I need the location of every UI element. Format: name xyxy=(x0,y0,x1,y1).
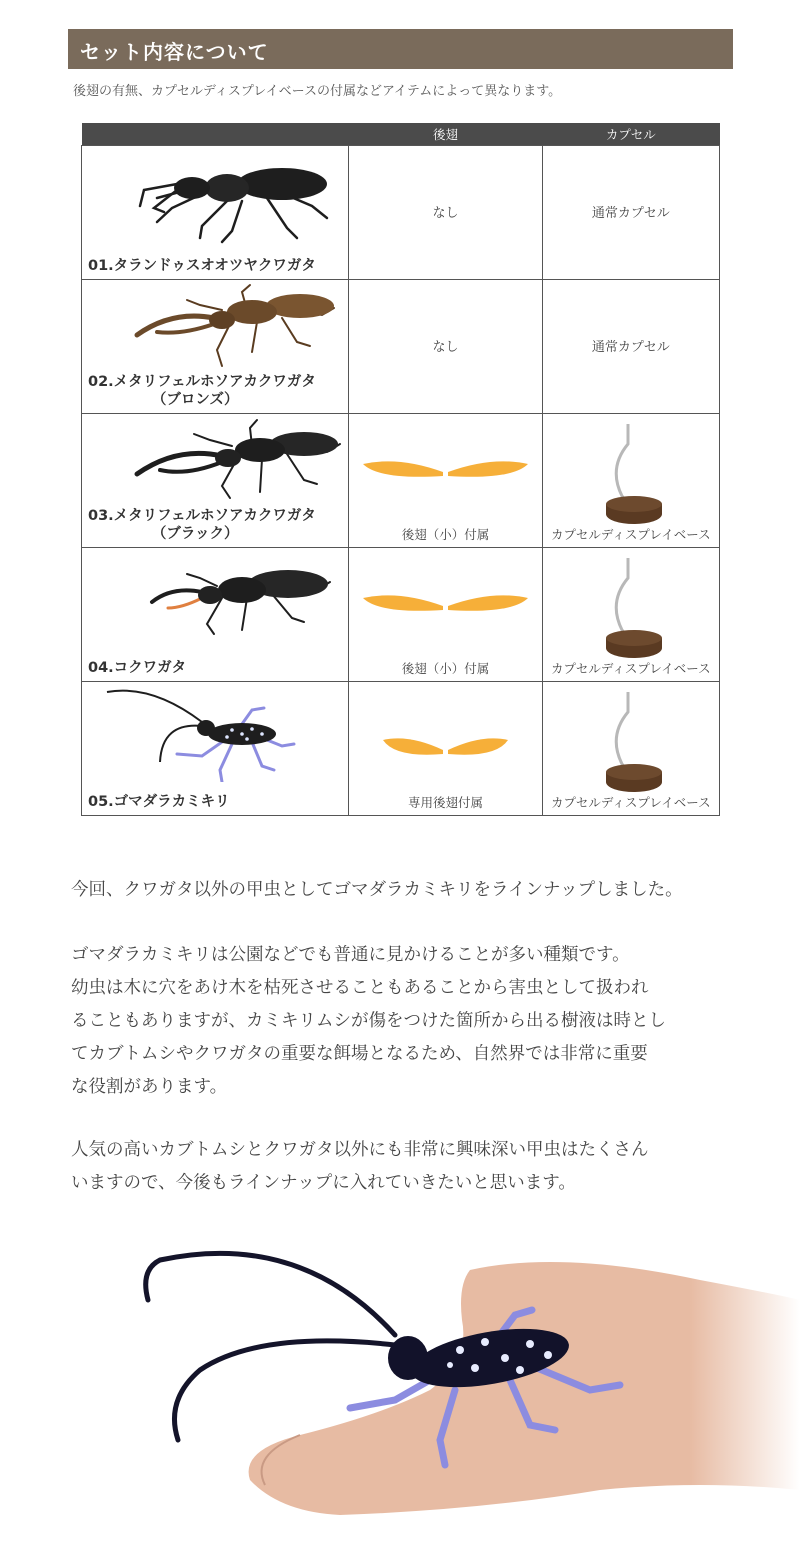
capsule-value: カプセルディスプレイベース xyxy=(551,661,711,676)
wing-cell xyxy=(349,146,542,280)
hind-wing-image xyxy=(359,450,532,490)
capsule-cell xyxy=(542,414,719,548)
table-row xyxy=(82,548,720,682)
capsule-value: 通常カプセル xyxy=(591,206,670,221)
table-row xyxy=(82,682,720,816)
capsule-value: カプセルディスプレイベース xyxy=(551,527,711,542)
paragraph-description: ゴマダラカミキリは公園などでも普通に見かけることが多い種類です。 幼虫は木に穴をあけ木を枯死させることもあることから害虫として扱われ ることもありますが、カミキリムシが傷をつけた箇所から出る樹液は時とし てカブトムシやクワガタの重要な餌場となるため、自然界では非常に重要 な役割があります。 xyxy=(71,945,666,1097)
wing-cell xyxy=(349,548,542,682)
longhorn-beetle-image xyxy=(82,682,349,782)
display-base-image xyxy=(598,418,668,526)
hind-wing-image xyxy=(359,584,532,624)
item-cell xyxy=(82,682,349,816)
wing-cell xyxy=(349,414,542,548)
wing-cell xyxy=(349,682,542,816)
capsule-cell xyxy=(542,280,719,414)
table-header-row xyxy=(82,123,720,146)
paragraph-intro: 今回、クワガタ以外の甲虫としてゴマダラカミキリをラインナップしました。 xyxy=(71,880,683,900)
section-title: セット内容について xyxy=(80,40,269,64)
item-name: 03.メタリフェルホソアカクワガタ （ブラック） xyxy=(88,508,316,542)
item-name: 01.タランドゥスオオツヤクワガタ xyxy=(88,258,316,274)
kokuwagata-image xyxy=(82,548,349,648)
item-name: 05.ゴマダラカミキリ xyxy=(88,794,230,810)
capsule-cell xyxy=(542,146,719,280)
wing-value: なし xyxy=(432,206,459,221)
item-cell xyxy=(82,548,349,682)
wing-value: 後翅（小）付属 xyxy=(401,661,490,676)
table-row xyxy=(82,280,720,414)
wing-cell xyxy=(349,280,542,414)
item-table xyxy=(81,123,720,816)
stag-beetle-black-image xyxy=(82,146,349,246)
header-wing: 後翅 xyxy=(349,123,542,146)
item-name: 02.メタリフェルホソアカクワガタ （ブロンズ） xyxy=(88,374,316,408)
item-cell xyxy=(82,280,349,414)
header-capsule: カプセル xyxy=(542,123,719,146)
longhorn-on-hand-photo xyxy=(0,1240,800,1540)
capsule-value: 通常カプセル xyxy=(591,340,670,355)
table-row xyxy=(82,414,720,548)
section-subtitle: 後翅の有無、カプセルディスプレイベースの付属などアイテムによって異なります。 xyxy=(73,84,562,99)
header-name xyxy=(82,123,349,146)
item-cell xyxy=(82,146,349,280)
display-base-image xyxy=(598,686,668,794)
stag-beetle-bronze-image xyxy=(82,280,349,380)
wing-value: 専用後翅付属 xyxy=(408,795,484,810)
paragraph-outlook: 人気の高いカブトムシとクワガタ以外にも非常に興味深い甲虫はたくさん いますので、今後もラインナップに入れていきたいと思います。 xyxy=(71,1140,649,1193)
item-name: 04.コクワガタ xyxy=(88,660,187,676)
wing-value: なし xyxy=(432,340,459,355)
hind-wing-image xyxy=(359,726,532,766)
item-cell xyxy=(82,414,349,548)
capsule-value: カプセルディスプレイベース xyxy=(551,795,711,810)
section-header xyxy=(68,29,733,69)
display-base-image xyxy=(598,552,668,660)
table-row xyxy=(82,146,720,280)
wing-value: 後翅（小）付属 xyxy=(401,527,490,542)
capsule-cell xyxy=(542,682,719,816)
stag-beetle-black-image xyxy=(82,414,349,514)
capsule-cell xyxy=(542,548,719,682)
